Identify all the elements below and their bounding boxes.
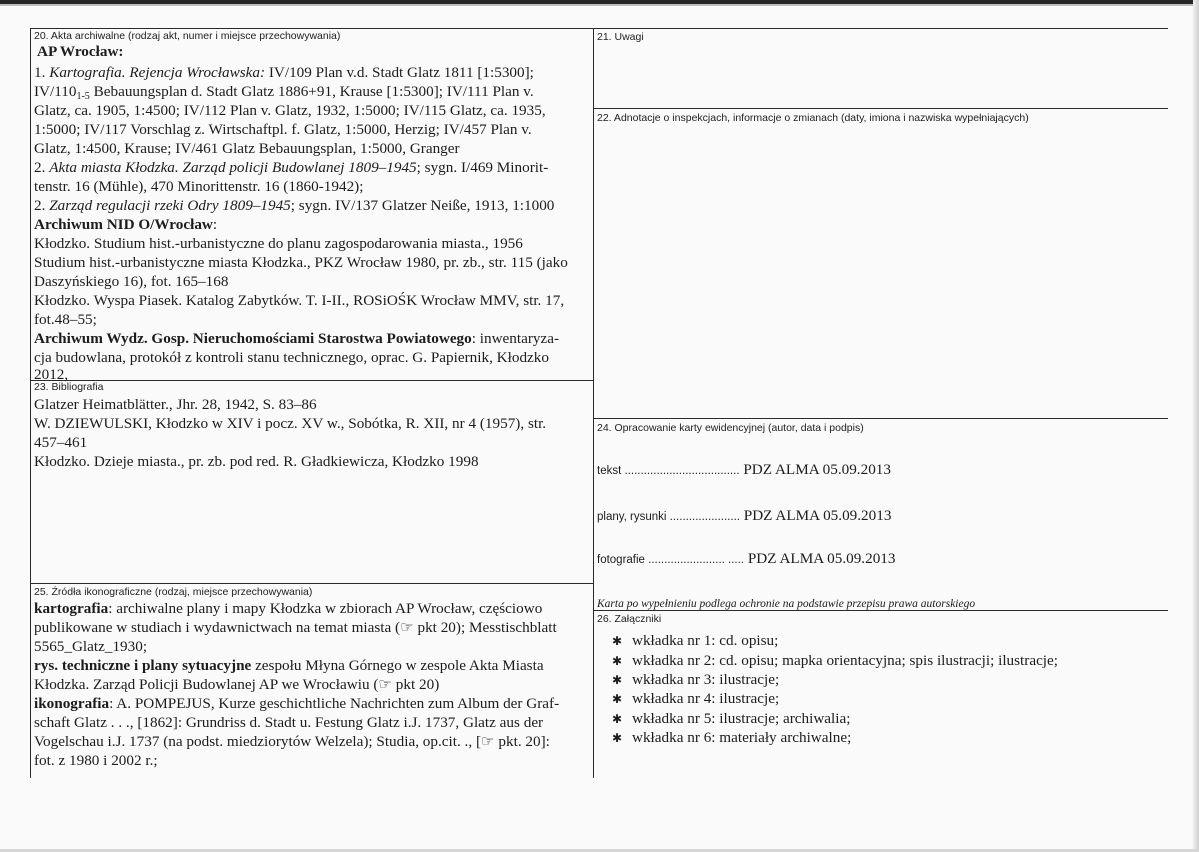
sec20-line-16: cja budowlana, protokół z kontroli stanu technicznego, oprac. G. Papiernik, Kłodzko: [34, 349, 549, 366]
section-21-heading: 21. Uwagi: [597, 31, 644, 43]
sec20-line-6: [34, 158, 548, 178]
sec25-line-1: [34, 599, 542, 619]
divider-22-24: [593, 418, 1168, 419]
sec25-line-5: Kłodzka. Zarząd Policji Budowlanej AP we Wrocławiu (☞ pkt 20): [34, 676, 440, 693]
sec20-line-4: 1:5000; IV/117 Vorschlag z. Wirtschaftpl. f. Glatz, 1:5000, Herzig; IV/457 Plan v.: [34, 121, 532, 138]
sec20-line-1-number: 1.: [34, 64, 50, 81]
bibliography-line-4: Kłodzko. Dzieje miasta., pr. zb. pod red. R. Gładkiewicza, Kłodzko 1998: [34, 453, 479, 470]
sec20-line-3: Glatz, ca. 1905, 1:4500; IV/112 Plan v. Glatz, 1932, 1:5000; IV/115 Glatz, ca. 1935,: [34, 102, 546, 119]
divider-21-22: [593, 108, 1168, 109]
attachment-item-4-text: wkładka nr 4: ilustracje;: [632, 690, 780, 707]
sec25-cartography-label: kartografia: [34, 600, 109, 617]
attachment-item-1-text: wkładka nr 1: cd. opisu;: [632, 632, 779, 649]
prep-row-plans: [597, 506, 891, 528]
attachment-item-2-text: wkładka nr 2: cd. opisu; mapka orientacyjna; spis ilustracji; ilustracje;: [632, 652, 1058, 669]
sec20-line-2-b: Bebauungsplan d. Stadt Glatz 1886+91, Krause [1:5300]; IV/111 Plan v.: [89, 83, 534, 100]
nid-archive-title: Archiwum NID O/Wrocław: [34, 216, 213, 233]
attachment-item-3: [612, 670, 779, 691]
sec25-line-8: Vogelschau i.J. 1737 (na podst. miedziorytów Welzela); Studia, op.cit. ., [☞ pkt. 20]:: [34, 733, 550, 750]
prep-row-photos-value: PDZ ALMA 05.09.2013: [744, 550, 896, 567]
sec25-line-4: [34, 656, 544, 676]
asterisk-bullet-icon: ✱: [612, 673, 623, 687]
asterisk-bullet-icon: ✱: [612, 731, 623, 745]
sec20-line-2-subscript: 1-5: [76, 91, 90, 102]
sec25-iconography-label: ikonografia: [34, 695, 110, 712]
sec25-line-9: fot. z 1980 i 2002 r.;: [34, 752, 158, 769]
sec20-line-6-number: 2.: [34, 159, 50, 176]
sec25-line-7: schaft Glatz . . ., [1862]: Grundriss d. Stadt u. Festung Glatz i.J. 1737, Glatz aus der: [34, 714, 544, 731]
nid-archive-heading: [34, 215, 217, 235]
section-23-heading: 23. Bibliografia: [34, 381, 104, 393]
sec25-line-6: [34, 694, 559, 714]
section-22-heading: 22. Adnotacje o inspekcjach, informacje o zmianach (daty, imiona i nazwiska wypełniających): [597, 112, 1029, 124]
sec20-line-15: [34, 329, 559, 349]
sec20-line-8-title: Zarząd regulacji rzeki Odry 1809–1945: [49, 197, 291, 214]
section-20-heading: 20. Akta archiwalne (rodzaj akt, numer i miejsce przechowywania): [34, 30, 341, 42]
bibliography-line-2: W. DZIEWULSKI, Kłodzko w XIV i pocz. XV w., Sobótka, R. XII, nr 4 (1957), str.: [34, 415, 547, 432]
sec20-line-1-title: Kartografia. Rejencja Wrocławska:: [49, 64, 266, 81]
bibliography-line-1: Glatzer Heimatblätter., Jhr. 28, 1942, S. 83–86: [34, 396, 317, 413]
sec20-line-8-rest: ; sygn. IV/137 Glatzer Neiße, 1913, 1:1000: [290, 197, 555, 214]
sec20-line-2-a: IV/110: [34, 83, 77, 100]
sec20-line-7: tenstr. 16 (Mühle), 470 Minorittenstr. 16 (1860-1942);: [34, 178, 364, 195]
copyright-note: Karta po wypełnieniu podlega ochronie na podstawie przepisu prawa autorskiego: [597, 598, 976, 610]
sec20-line-5: Glatz, 1:4500, Krause; IV/461 Glatz Bebauungsplan, 1:5000, Granger: [34, 140, 460, 157]
prep-row-text-value: PDZ ALMA 05.09.2013: [739, 461, 891, 478]
attachment-item-1: [612, 631, 778, 652]
sec20-line-10: Kłodzko. Studium hist.-urbanistyczne do planu zagospodarowania miasta., 1956: [34, 235, 523, 252]
nid-archive-colon: :: [212, 216, 218, 233]
attachment-item-3-text: wkładka nr 3: ilustracje;: [632, 671, 780, 688]
sec20-line-8-number: 2.: [34, 197, 50, 214]
bibliography-line-3: 457–461: [34, 434, 88, 451]
sec25-line-4-rest: zespołu Młyna Górnego w zespole Akta Miasta: [251, 657, 544, 674]
prep-row-photos-label: fotografie: [597, 554, 645, 566]
divider-24-26: [593, 610, 1168, 611]
attachment-item-5-text: wkładka nr 5: ilustracje; archiwalia;: [632, 710, 851, 727]
attachment-item-2: [612, 651, 1058, 672]
prep-row-text-label: tekst: [597, 465, 622, 477]
prep-row-photos-dots: ........................ .....: [644, 554, 745, 566]
asterisk-bullet-icon: ✱: [612, 692, 623, 706]
sec20-line-11: Studium hist.-urbanistyczne miasta Kłodzka., PKZ Wrocław 1980, pr. zb., str. 115 (jako: [34, 254, 568, 271]
sec20-line-13: Kłodzko. Wyspa Piasek. Katalog Zabytków. T. I-II., ROSiOŚK Wrocław MMV, str. 17,: [34, 292, 565, 309]
attachment-item-4: [612, 689, 779, 710]
asterisk-bullet-icon: ✱: [612, 654, 623, 668]
sec25-line-1-rest: : archiwalne plany i mapy Kłodzka w zbiorach AP Wrocław, częściowo: [108, 600, 543, 617]
prep-row-text-dots: ....................................: [621, 465, 740, 477]
sec20-line-6-rest: ; sygn. I/469 Minorit-: [416, 159, 549, 176]
sec20-line-17: 2012,: [34, 366, 69, 383]
sec20-line-1: [34, 63, 534, 83]
sec25-line-2: publikowane w studiach i wydawnictwach na temat miasta (☞ pkt 20); Messtischblatt: [34, 619, 557, 636]
attachment-item-5: [612, 709, 850, 730]
sec20-line-8: [34, 196, 554, 216]
prep-row-plans-dots: ......................: [666, 511, 740, 523]
wydz-archive-title: Archiwum Wydz. Gosp. Nieruchomościami Starostwa Powiatowego: [34, 330, 472, 347]
asterisk-bullet-icon: ✱: [612, 634, 623, 648]
section-25-heading: 25. Źródła ikonograficzne (rodzaj, miejsce przechowywania): [34, 586, 313, 598]
prep-row-plans-value: PDZ ALMA 05.09.2013: [739, 507, 892, 524]
prep-row-plans-label: plany, rysunki: [597, 511, 667, 523]
attachment-item-6: [612, 728, 851, 749]
sec20-line-14: fot.48–55;: [34, 311, 97, 328]
prep-row-text: [597, 460, 891, 482]
scan-top-shadow: [0, 4, 1199, 6]
asterisk-bullet-icon: ✱: [612, 712, 623, 726]
sec25-drawings-label: rys. techniczne i plany sytuacyjne: [34, 657, 252, 674]
sec25-line-3: 5565_Glatz_1930;: [34, 638, 148, 655]
sec20-line-1-rest: IV/109 Plan v.d. Stadt Glatz 1811 [1:5300];: [265, 64, 534, 81]
top-border: [30, 28, 1168, 29]
section-26-heading: 26. Załączniki: [597, 613, 662, 625]
sec20-line-15-rest: : inwentaryza-: [471, 330, 560, 347]
attachment-item-6-text: wkładka nr 6: materiały archiwalne;: [632, 729, 852, 746]
sec25-line-6-rest: : A. POMPEJUS, Kurze geschichtliche Nachrichten zum Album der Graf-: [109, 695, 560, 712]
center-divider: [593, 28, 594, 778]
sec20-line-12: Daszyńskiego 16), fot. 165–168: [34, 273, 229, 290]
ap-wroclaw-heading: AP Wrocław:: [37, 43, 124, 60]
sec20-line-6-title: Akta miasta Kłodzka. Zarząd policji Budowlanej 1809–1945: [49, 159, 417, 176]
left-border: [30, 28, 31, 778]
divider-23-25: [30, 583, 593, 584]
section-24-heading: 24. Opracowanie karty ewidencyjnej (autor, data i podpis): [597, 422, 864, 434]
scan-right-edge: [1193, 0, 1199, 852]
divider-20-23: [30, 380, 593, 381]
prep-row-photos: [597, 549, 895, 571]
